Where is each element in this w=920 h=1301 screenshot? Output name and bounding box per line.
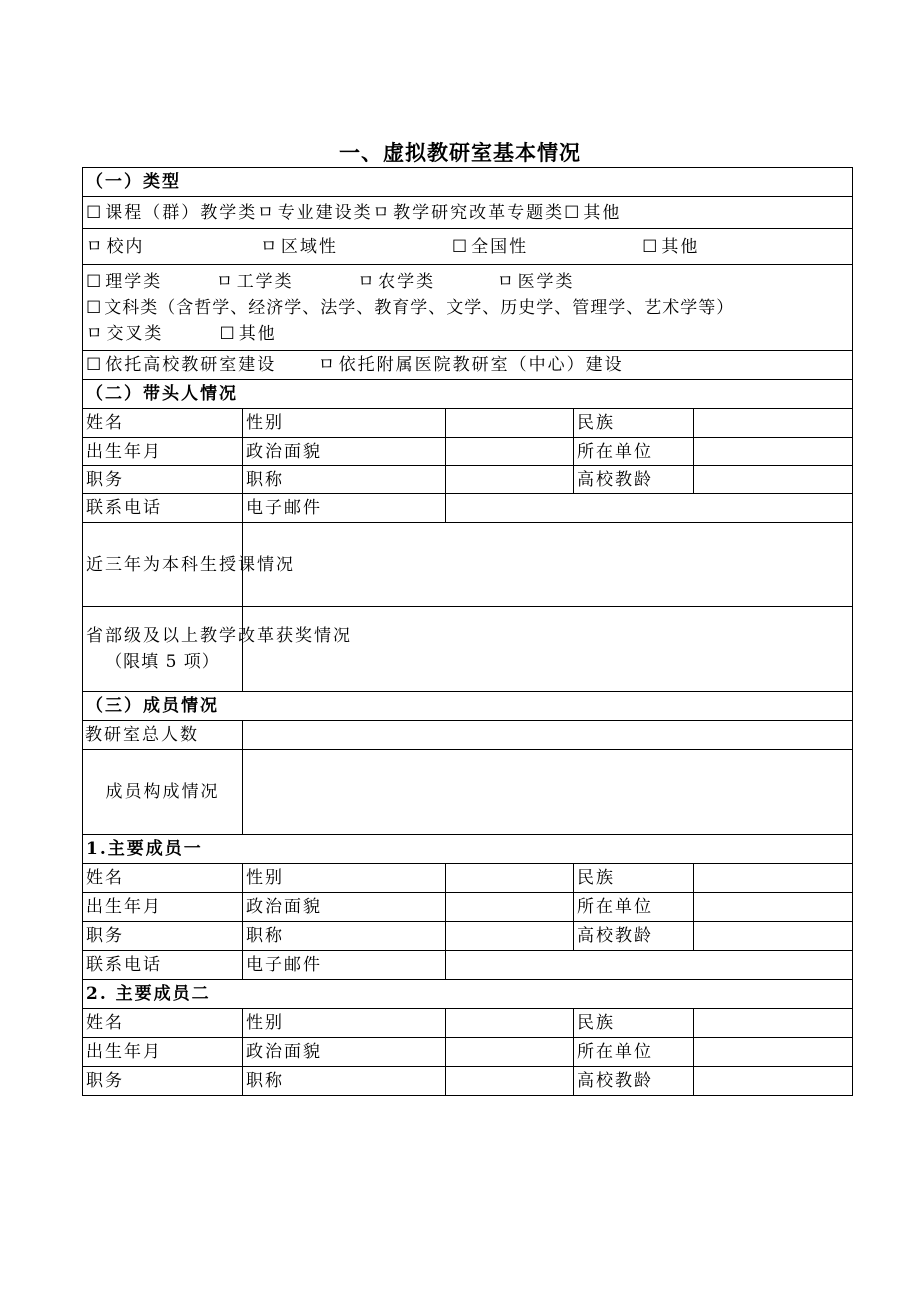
members-composition-input[interactable] (243, 750, 853, 835)
option-teaching-research: 教学研究改革专题类 (393, 202, 565, 223)
member1-ethnicity-input[interactable] (694, 864, 853, 893)
section-header-row (83, 980, 853, 1009)
checkbox-icon[interactable]: ㅁ (257, 202, 276, 223)
option-liberal-arts: 文科类（含哲学、经济学、法学、教育学、文学、历史学、管理学、艺术学等） (104, 297, 735, 318)
option-agriculture: 农学类 (378, 271, 436, 292)
label-name: 姓名 (83, 864, 243, 893)
label-position: 职务 (83, 466, 243, 494)
scope-row (83, 229, 853, 265)
section-header-row (83, 380, 853, 409)
label-total-members: 教研室总人数 (83, 721, 243, 750)
checkbox-icon[interactable]: ☐ (86, 297, 103, 318)
option-engineering: 工学类 (236, 271, 294, 292)
checkbox-icon[interactable]: ☐ (451, 236, 470, 257)
checkbox-icon[interactable]: ㅁ (86, 236, 105, 257)
member2-row-2 (83, 1038, 853, 1067)
option-regional: 区域性 (280, 236, 338, 257)
reliance-options (83, 351, 853, 380)
checkbox-icon[interactable]: ☐ (564, 202, 582, 223)
member2-political-input[interactable] (446, 1038, 574, 1067)
member1-gender-input[interactable] (446, 864, 574, 893)
label-teaching-years: 高校教龄 (574, 1067, 694, 1096)
member1-political-input[interactable] (446, 893, 574, 922)
leader-political-input[interactable] (446, 438, 574, 466)
section-members-heading: （三）成员情况 (83, 692, 853, 721)
option-other: 其他 (583, 202, 622, 223)
leader-title-input[interactable] (446, 466, 574, 494)
reliance-row (83, 351, 853, 380)
member2-teaching-years-input[interactable] (694, 1067, 853, 1096)
label-position: 职务 (83, 922, 243, 951)
leader-ethnicity-input[interactable] (694, 409, 853, 438)
members-total-input[interactable] (243, 721, 853, 750)
option-interdisciplinary: 交叉类 (106, 323, 164, 344)
label-political: 政治面貌 (243, 1038, 446, 1067)
member1-teaching-years-input[interactable] (694, 922, 853, 951)
members-total-row (83, 721, 853, 750)
member1-row-4 (83, 951, 853, 980)
label-phone: 联系电话 (83, 951, 243, 980)
label-name: 姓名 (83, 1009, 243, 1038)
label-gender: 性别 (243, 409, 446, 438)
discipline-line-1 (86, 269, 849, 295)
label-unit: 所在单位 (574, 893, 694, 922)
member2-unit-input[interactable] (694, 1038, 853, 1067)
discipline-options (83, 265, 853, 351)
label-awards-limit: （限填 5 项） (105, 652, 220, 672)
label-birth: 出生年月 (83, 893, 243, 922)
member1-row-3 (83, 922, 853, 951)
checkbox-icon[interactable]: ㅁ (260, 236, 279, 257)
section-header-row (83, 692, 853, 721)
checkbox-icon[interactable]: ☐ (86, 355, 104, 375)
label-political: 政治面貌 (243, 438, 446, 466)
leader-awards-row (83, 607, 853, 692)
option-course-teaching: 课程（群）教学类 (105, 202, 258, 223)
member1-row-1 (83, 864, 853, 893)
label-title: 职称 (243, 466, 446, 494)
label-ethnicity: 民族 (574, 409, 694, 438)
discipline-line-2 (86, 295, 849, 321)
checkbox-icon[interactable]: ㅁ (86, 323, 105, 344)
label-phone: 联系电话 (83, 494, 243, 523)
members-composition-row (83, 750, 853, 835)
member2-ethnicity-input[interactable] (694, 1009, 853, 1038)
member1-unit-input[interactable] (694, 893, 853, 922)
label-ethnicity: 民族 (574, 1009, 694, 1038)
member2-title-input[interactable] (446, 1067, 574, 1096)
section-header-row (83, 835, 853, 864)
label-unit: 所在单位 (574, 1038, 694, 1067)
section-member2-heading: 2. 主要成员二 (83, 980, 853, 1009)
option-university-office: 依托高校教研室建设 (105, 355, 277, 375)
label-ethnicity: 民族 (574, 864, 694, 893)
label-teaching-years: 高校教龄 (574, 466, 694, 494)
label-birth: 出生年月 (83, 438, 243, 466)
option-medicine: 医学类 (517, 271, 575, 292)
option-on-campus: 校内 (106, 236, 145, 257)
label-political: 政治面貌 (243, 893, 446, 922)
label-title: 职称 (243, 1067, 446, 1096)
leader-awards-input[interactable] (243, 607, 853, 692)
section-member1-heading: 1.主要成员一 (83, 835, 853, 864)
page-title: 一、虚拟教研室基本情况 (339, 141, 581, 165)
option-hospital-office: 依托附属医院教研室（中心）建设 (338, 355, 624, 375)
discipline-row (83, 265, 853, 351)
member1-email-input[interactable] (446, 951, 853, 980)
checkbox-icon[interactable]: ㅁ (357, 271, 377, 292)
label-gender: 性别 (243, 1009, 446, 1038)
label-awards (83, 607, 352, 692)
label-composition: 成员构成情况 (83, 750, 243, 835)
leader-gender-input[interactable] (446, 409, 574, 438)
member1-title-input[interactable] (446, 922, 574, 951)
leader-teaching-years-input[interactable] (694, 466, 853, 494)
leader-row-4 (83, 494, 853, 523)
leader-email-input[interactable] (446, 494, 853, 523)
option-science: 理学类 (105, 271, 163, 292)
section-type-heading: （一）类型 (83, 168, 853, 197)
leader-row-2 (83, 438, 853, 466)
checkbox-icon[interactable]: ☐ (86, 271, 104, 292)
label-email: 电子邮件 (243, 494, 446, 523)
label-name: 姓名 (83, 409, 243, 438)
label-awards-main: 省部级及以上教学改革获奖情况 (86, 626, 352, 646)
section-leader-heading: （二）带头人情况 (83, 380, 853, 409)
label-title: 职称 (243, 922, 446, 951)
option-major-construction: 专业建设类 (277, 202, 373, 223)
checkbox-icon[interactable]: ㅁ (372, 202, 392, 223)
checkbox-icon[interactable]: ☐ (86, 202, 104, 223)
discipline-line-3 (86, 321, 849, 347)
label-position: 职务 (83, 1067, 243, 1096)
option-other-discipline: 其他 (238, 323, 277, 344)
member1-row-2 (83, 893, 853, 922)
label-gender: 性别 (243, 864, 446, 893)
checkbox-icon[interactable]: ㅁ (318, 355, 337, 375)
member2-gender-input[interactable] (446, 1009, 574, 1038)
leader-row-3 (83, 466, 853, 494)
option-other-scope: 其他 (661, 236, 700, 257)
checkbox-icon[interactable]: ㅁ (497, 271, 516, 292)
label-birth: 出生年月 (83, 1038, 243, 1067)
checkbox-icon[interactable]: ☐ (642, 236, 660, 257)
section-header-row (83, 168, 853, 197)
leader-teaching-input[interactable] (243, 523, 853, 607)
leader-row-1 (83, 409, 853, 438)
type-category-options (83, 197, 853, 229)
application-form-table (82, 167, 853, 1096)
member2-row-1 (83, 1009, 853, 1038)
leader-unit-input[interactable] (694, 438, 853, 466)
label-email: 电子邮件 (243, 951, 446, 980)
label-teaching-years: 高校教龄 (574, 922, 694, 951)
member2-row-3 (83, 1067, 853, 1096)
leader-teaching-row (83, 523, 853, 607)
label-undergrad-teaching: 近三年为本科生授课情况 (83, 523, 243, 607)
scope-options (83, 229, 853, 265)
option-national: 全国性 (471, 236, 529, 257)
checkbox-icon[interactable]: ㅁ (216, 271, 235, 292)
label-unit: 所在单位 (574, 438, 694, 466)
checkbox-icon[interactable]: ☐ (219, 323, 237, 344)
type-category-row (83, 197, 853, 229)
